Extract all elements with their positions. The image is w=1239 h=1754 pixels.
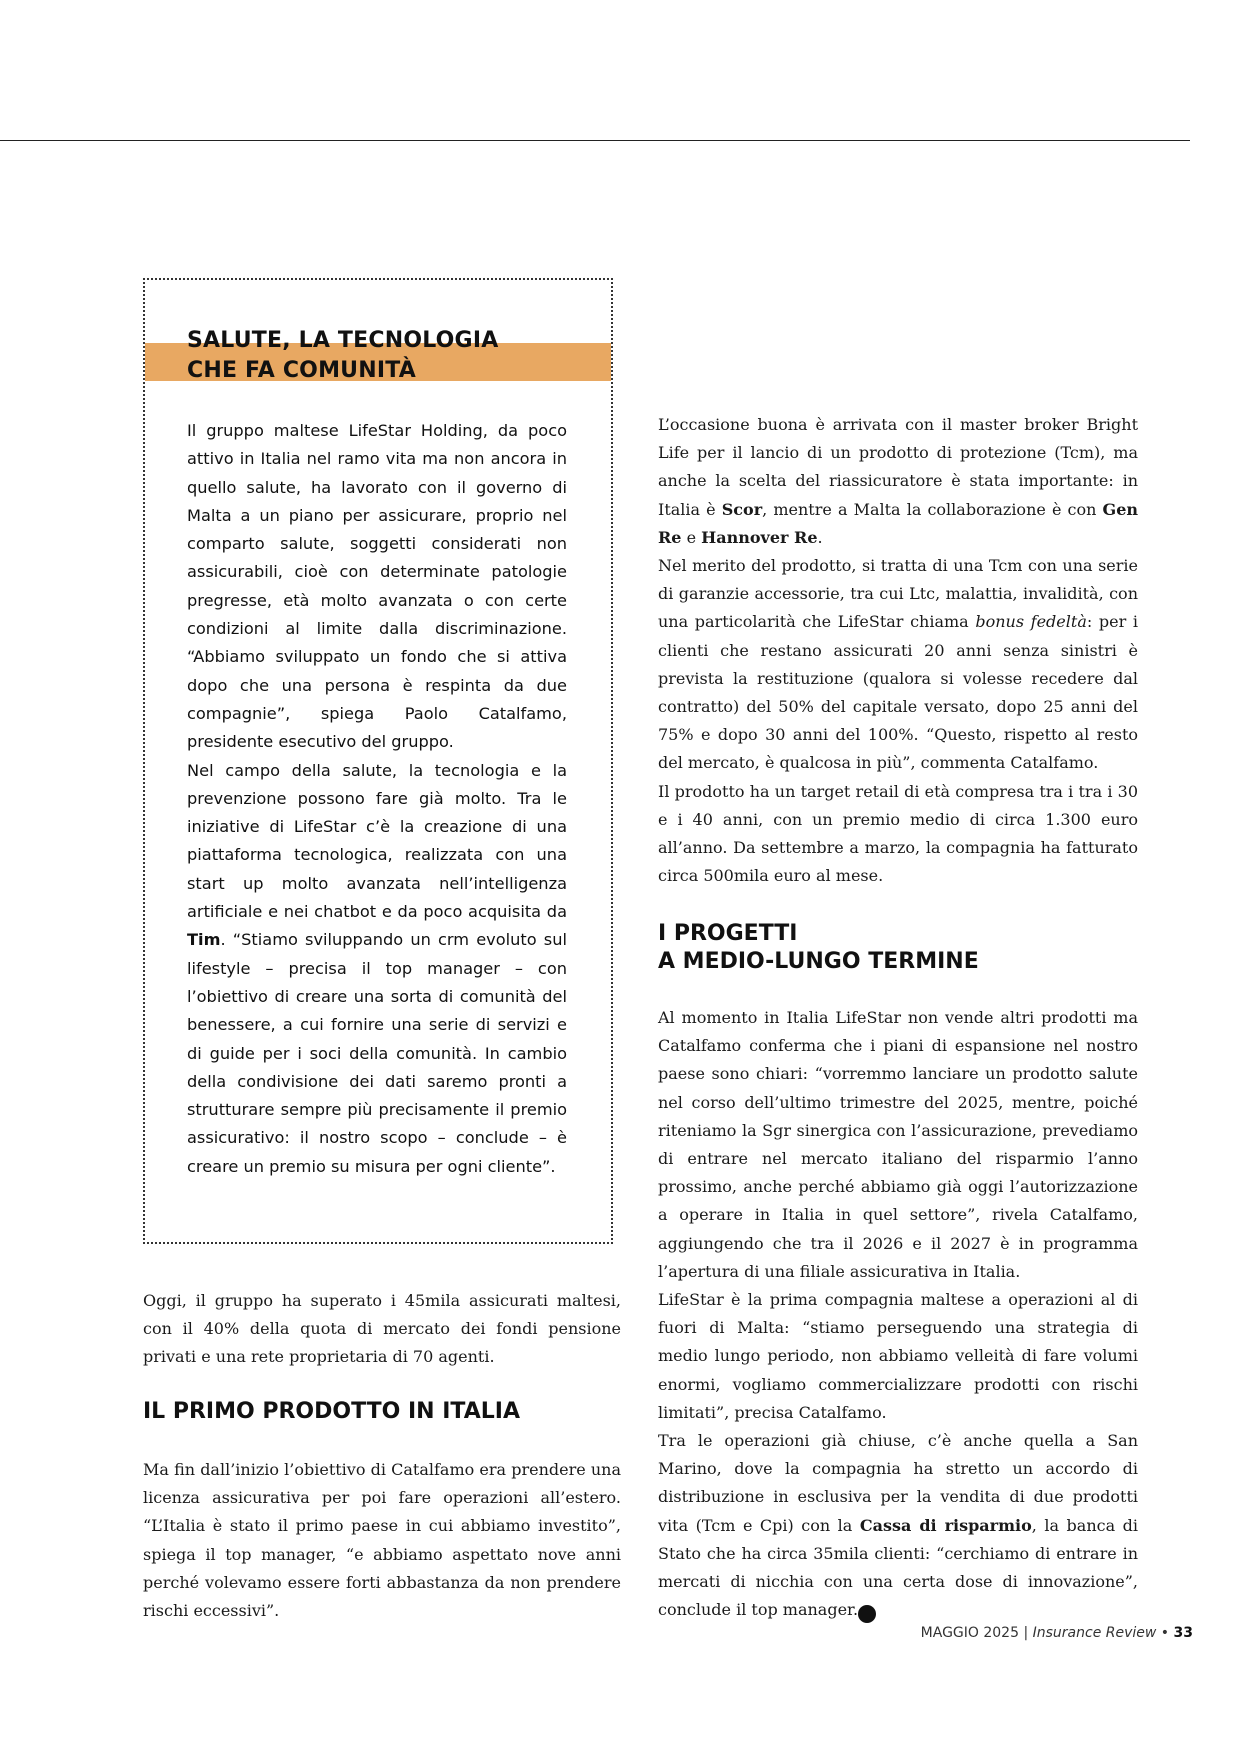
sidebar-paragraph [187,757,567,1181]
text-run: e [681,527,702,547]
text-run: , mentre a Malta la collaborazione è con [762,499,1103,519]
footer-issue: MAGGIO 2025 [920,1625,1019,1641]
end-mark-icon [858,1605,876,1623]
right-paragraph [658,411,1138,552]
right-paragraph [658,552,1138,778]
page-number: 33 [1173,1625,1193,1641]
left-paragraph-2 [143,1456,621,1625]
bold-hannover-re: Hannover Re [701,527,818,547]
bold-cassa-di-risparmio: Cassa di risparmio [859,1515,1032,1535]
right-heading [658,920,979,976]
text-run: , la banca di Stato che ha circa 35mila clienti: “cerchiamo di entrare in mercati di nicchia con una certa dose di innovazione”, conclude il top manager. [658,1515,1138,1620]
footer-publication: Insurance Review [1032,1625,1157,1641]
sidebar-title-line1: SALUTE, LA TECNOLOGIA [187,328,499,353]
bold-scor: Scor [721,499,763,519]
right-paragraph [658,1427,1138,1624]
text-run: L’occasione buona è arrivata con il master broker Bright Life per il lancio di un prodotto di protezione (Tcm), ma anche la scelta del riassicuratore è stata importante: in Italia è [658,415,1138,519]
sidebar-box [143,278,613,1244]
text-run: Tra le operazioni già chiuse, c’è anche quella a San Marino, dove la compagnia ha stretto un accordo di distribuzione in esclusiva per la vendita di due prodotti vita (Tcm e Cpi) con la [658,1431,1138,1535]
sidebar-bold-tim: Tim [187,930,221,950]
bold-gen-re: Gen Re [658,499,1139,547]
left-paragraph-text: Ma fin dall’inizio l’obiettivo di Catalfamo era prendere una licenza assicurativa per poi fare operazioni all’estero. “L’Italia è stato il primo paese in cui abbiamo investito”, spiega il top manager, “e abbiamo aspettato nove anni perché volevamo essere forti abbastanza da non prendere rischi eccessivi”. [143,1460,621,1621]
right-heading-line1: I PROGETTI [658,921,798,946]
page-footer [921,1625,1193,1641]
sidebar-text-run: Nel campo della salute, la tecnologia e la prevenzione possono fare già molto. Tra le iniziative di LifeStar c’è la creazione di una piattaforma tecnologica, realizzata con una start up molto avanzata nell’intelligenza artificiale e nei chatbot e da poco acquisita da [187,760,567,922]
right-column-bottom [658,1004,1138,1624]
sidebar-paragraph: Il gruppo maltese LifeStar Holding, da poco attivo in Italia nel ramo vita ma non ancora in quello salute, ha lavorato con il governo di Malta a un piano per assicurare, proprio nel comparto salute, soggetti considerati non assicurabili, cioè con determinate patologie pregresse, età molto avanzata o con certe condizioni al limite dalla discriminazione. “Abbiamo sviluppato un fondo che si attiva dopo che una persona è respinta da due compagnie”, spiega Paolo Catalfamo, presidente esecutivo del gruppo. [187,421,567,752]
text-run: : per i clienti che restano assicurati 20 anni senza sinistri è prevista la restituzione (qualora si volesse recedere dal contratto) del 50% del capitale versato, dopo 25 anni del 75% e dopo 30 anni del 100%. “Questo, rispetto al resto del mercato, è qualcosa in più”, commenta Catalfamo. [658,612,1138,773]
footer-separator: | [1023,1625,1029,1641]
italic-bonus-fedelta: bonus fedeltà [975,612,1087,632]
sidebar-text [187,417,567,1181]
right-paragraph: Il prodotto ha un target retail di età compresa tra i tra i 30 e i 40 anni, con un premio medio di circa 1.300 euro all’anno. Da settembre a marzo, la compagnia ha fatturato circa 500mila euro al mese. [658,781,1138,886]
sidebar-title-line2: CHE FA COMUNITÀ [187,358,416,383]
right-paragraph: Al momento in Italia LifeStar non vende altri prodotti ma Catalfamo conferma che i piani di espansione nel nostro paese sono chiari: “vorremmo lanciare un prodotto salute nel corso dell’ultimo trimestre del 2025, mentre, poiché riteniamo la Sgr sinergica con l’assicurazione, prevediamo di entrare nel mercato italiano del risparmio l’anno prossimo, anche perché abbiamo già oggi l’autorizzazione a operare in Italia in quel settore”, rivela Catalfamo, aggiungendo che tra il 2026 e il 2027 è in programma l’apertura di una filiale assicurativa in Italia. [658,1008,1138,1281]
footer-bullet: • [1160,1625,1170,1641]
right-column-top [658,411,1138,890]
sidebar-text-run: . “Stiamo sviluppando un crm evoluto sul lifestyle – precisa il top manager – con l’obiettivo di creare una sorta di comunità del benessere, a cui fornire una serie di servizi e di guide per i soci della comunità. In cambio della condivisione dei dati saremo pronti a strutturare sempre più precisamente il premio assicurativo: il nostro scopo – conclude – è creare un premio su misura per ogni cliente”. [187,930,567,1176]
left-paragraph-1 [143,1287,621,1372]
left-paragraph-text: Oggi, il gruppo ha superato i 45mila assicurati maltesi, con il 40% della quota di mercato dei fondi pensione privati e una rete proprietaria di 70 agenti. [143,1291,621,1367]
right-heading-line2: A MEDIO-LUNGO TERMINE [658,949,979,974]
text-run: . [817,527,823,547]
top-rule [0,140,1190,141]
sidebar-title [187,326,498,386]
text-run: Nel merito del prodotto, si tratta di una Tcm con una serie di garanzie accessorie, tra cui Ltc, malattia, invalidità, con una particolarità che LifeStar chiama [658,556,1138,632]
left-heading: IL PRIMO PRODOTTO IN ITALIA [143,1399,520,1424]
right-paragraph: LifeStar è la prima compagnia maltese a operazioni al di fuori di Malta: “stiamo perseguendo una strategia di medio lungo periodo, non abbiamo velleità di fare volumi enormi, vogliamo commercializzare prodotti con rischi limitati”, precisa Catalfamo. [658,1290,1138,1422]
